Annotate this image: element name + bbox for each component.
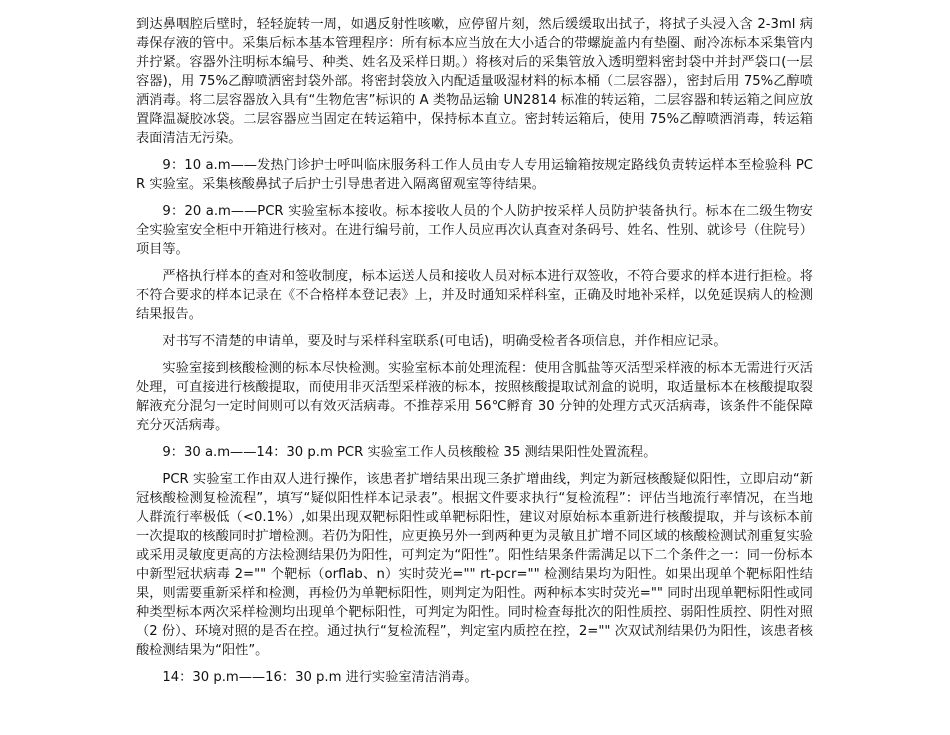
paragraph-1430-disinfection: 14：30 p.m——16：30 p.m 进行实验室清洁消毒。	[162, 670, 478, 685]
paragraph-retest-procedure: PCR 实验室工作由双人进行操作，该患者扩增结果出现三条扩增曲线，判定为新冠核酸疑似阳性，立即启动“新冠核酸检测复检流程”，填写“疑似阳性样本记录表”。根据文件要求执行“复检流程”：评估当地流行率情况，在当地人群流行率极低（<0.1%）,如果出现双靶标阳性或单靶标阳性，建议对原始标本重新进行核酸提取，并与该标本前一次提取的核酸同时扩增检测。若仍为阳性，应更换另外一到两种更为灵敏且扩增不同区域的核酸检测试剂重复实验或采用灵敏度更高的方法检测结果仍为阳性，可判定为“阳性”。阳性结果条件需满足以下二个条件之一：同一份标本中新型冠状病毒 2="" 个靶标（orflab、n）实时荧光="" rt-pcr="" 检测结果均为阳性。如果出现单个靶标阳性结果，则需要重新采样和检测，再检仍为单靶标阳性，则判定为阳性。两种标本实时荧光="" 同时出现单靶标阳性或同种类型标本两次采样检测均出现单个靶标阳性，可判定为阳性。同时检查每批次的阳性质控、弱阳性质控、阴性对照（2 份）、环境对照的是否在控。通过执行“复检流程”，判定室内质控在控，2="" 次双试剂结果仍为阳性，该患者核酸检测结果为“阳性”。	[136, 472, 813, 658]
paragraph-specimen-handling: 到达鼻咽腔后壁时，轻轻旋转一周，如遇反射性咳嗽，应停留片刻，然后缓缓取出拭子，将拭子头浸入含 2-3ml 病毒保存液的管中。采集后标本基本管理程序：所有标本应当放在大小适合的带螺旋盖内有垫圈、耐冷冻标本采集管内并拧紧。容器外注明标本编号、种类、姓名及采样日期。）将核对后的采集管放入透明塑料密封袋中并封严袋口(一层容器)，用 75%乙醇喷洒密封袋外部。将密封袋放入内配适量吸湿材料的标本桶（二层容器），密封后用 75%乙醇喷洒消毒。将二层容器放入具有“生物危害”标识的 A 类物品运输 UN2814 标准的转运箱，二层容器和转运箱之间应放置降温凝胶冰袋。二层容器应当固定在转运箱中，保持标本直立。密封转运箱后，使用 75%乙醇喷洒消毒，转运箱表面清洁无污染。	[136, 17, 813, 146]
paragraph-inactivation: 实验室接到核酸检测的标本尽快检测。实验室标本前处理流程：使用含胍盐等灭活型采样液的标本无需进行灭活处理，可直接进行核酸提取，而使用非灭活型采样液的标本，按照核酸提取试剂盒的说明，取适量标本在核酸提取裂解液充分混匀一定时间则可以有效灭活病毒。不推荐采用 56℃孵育 30 分钟的处理方式灭活病毒，该条件不能保障充分灭活病毒。	[136, 361, 813, 433]
paragraph-0930-positive-flow: 9：30 a.m——14：30 p.m PCR 实验室工作人员核酸检 35 测结果阳性处置流程。	[162, 445, 657, 460]
document-body	[136, 15, 813, 695]
paragraph-0920-receiving: 9：20 a.m——PCR 实验室标本接收。标本接收人员的个人防护按采样人员防护装备执行。标本在二级生物安全实验室安全柜中开箱进行核对。在进行编号前，工作人员应再次认真查对条码号、姓名、性别、就诊号（住院号）项目等。	[136, 204, 813, 257]
paragraph-double-sign: 严格执行样本的查对和签收制度，标本运送人员和接收人员对标本进行双签收，不符合要求的样本进行拒检。将不符合要求的样本记录在《不合格样本登记表》上，并及时通知采样科室，正确及时地补采样，以免延误病人的检测结果报告。	[136, 269, 813, 322]
paragraph-unclear-requests: 对书写不清楚的申请单，要及时与采样科室联系(可电话)，明确受检者各项信息，并作相应记录。	[162, 334, 727, 349]
paragraph-0910-transport: 9：10 a.m——发热门诊护士呼叫临床服务科工作人员由专人专用运输箱按规定路线负责转运样本至检验科 PCR 实验室。采集核酸鼻拭子后护士引导患者进入隔离留观室等待结果。	[136, 158, 813, 192]
